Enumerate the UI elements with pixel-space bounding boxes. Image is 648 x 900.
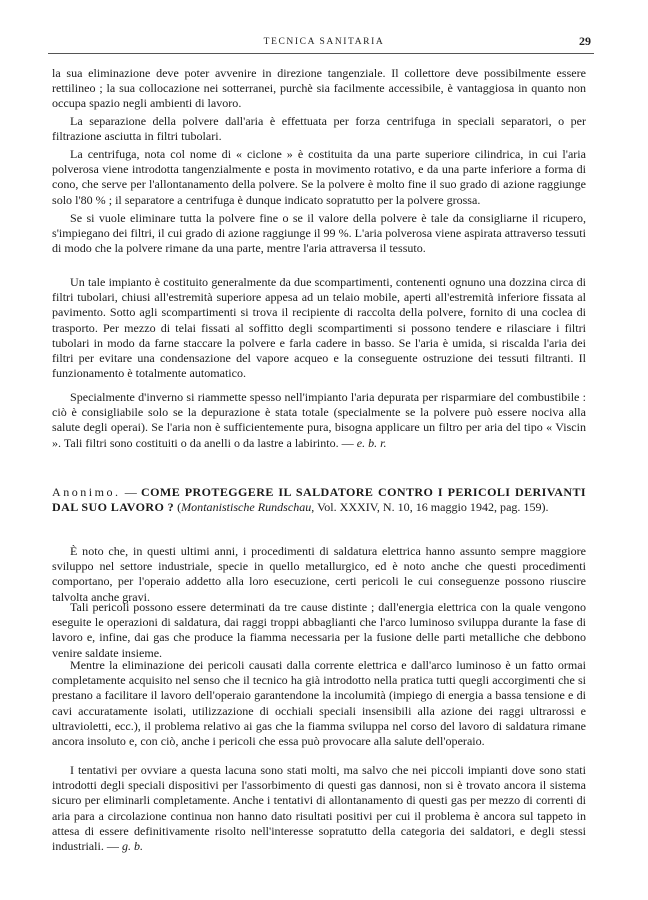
page-number: 29 <box>579 34 591 48</box>
paragraph-cyclone <box>52 147 586 208</box>
paragraph-welding-intro <box>52 544 586 605</box>
paragraph-welding-hazards <box>52 658 586 749</box>
paragraph-text: La centrifuga, nota col nome di « ciclone » è costituita da una parte superiore cilindrica, in cui l'aria polverosa viene introdotta tangenzialmente e posta in movimento rotativo, e da una parte inferiore a forma di cono, che serve per l'allontanamento della polvere. Se la polvere è molto fine il suo grado di azione raggiunge solo l'80 % ; il separatore a centrifuga è dunque indicato sopratutto per la polvere grossa. <box>52 147 586 207</box>
paragraph-welding-causes <box>52 600 586 661</box>
paragraph-installation <box>52 275 586 381</box>
article-heading <box>52 485 586 515</box>
article-author: Anonimo. <box>52 485 121 499</box>
paragraph-welding-attempts <box>52 763 586 854</box>
author-signature: e. b. r. <box>356 435 387 450</box>
source-open: ( <box>174 500 182 515</box>
paragraph-filters <box>52 211 586 257</box>
paragraph-text: I tentativi per ovviare a questa lacuna sono stati molti, ma salvo che nei piccoli impianti dove sono stati introdotti degli speciali dispositivi per l'assorbimento di questi gas dannosi, non si è trovato ancora il sistema sicuro per eliminarli completamente. Anche i tentativi di allontanamento di questi gas per mezzo di correnti di aria para a circolazione continua non hanno dato risultati positivi per cui il problema è ancora sul tappeto in attesa di essere definitivamente risolto nell'interesse sopratutto della categoria dei saldatori, e degli stessi industriali. — <box>52 763 586 854</box>
paragraph-text: Tali pericoli possono essere determinati da tre cause distinte ; dall'energia elettrica con la quale vengono eseguite le operazioni di saldatura, dai raggi troppi abbaglianti che l'arco luminoso sviluppa durante la fase di lavoro e, infine, dai gas che produce la fiamma necessaria per la fusione delle parti metalliche che debbono venire saldate insieme. <box>52 600 586 660</box>
paragraph-text: Un tale impianto è costituito generalmente da due scompartimenti, contenenti ognuno una dozzina circa di filtri tubolari, chiusi all'estremità superiore appesa ad un telaio mobile, aperti all'estremità inferiore fissata al pavimento. Sotto agli scompartimenti si trova il recipiente di raccolta della polvere, fornito di una coclea di trasporto. Per mezzo di telai fissati al soffitto degli scompartimenti si possono tendere e rilasciare i filtri tubolari in modo da farne staccare la polvere e farla cadere in basso. Se l'aria è umida, si riscalda l'aria dei filtri per evitare una condensazione del vapore acqueo e la conseguente ostruzione dei tessuti filtranti. Il funzionamento è totalmente automatico. <box>52 275 586 381</box>
paragraph-separation <box>52 114 586 144</box>
paragraph-text: La separazione della polvere dall'aria è effettuata per forza centrifuga in speciali separatori, o per filtrazione asciutta in filtri tubolari. <box>52 114 586 144</box>
paragraph-text: È noto che, in questi ultimi anni, i procedimenti di saldatura elettrica hanno assunto sempre maggiore sviluppo nel settore industriale, specie in quello metallurgico, ed è noto anche che questi procedimenti comportano, per l'operaio addetto alla loro esecuzione, certi pericoli le cui conseguenze possono riuscire talvolta anche gravi. <box>52 544 586 604</box>
paragraph-text: la sua eliminazione deve poter avvenire in direzione tangenziale. Il collettore deve possibilmente essere rettilineo ; la sua collocazione nei sotterranei, purchè sia facilmente accessibile, è vantaggiosa in quanto non occupa spazio negli ambienti di lavoro. <box>52 66 586 111</box>
paragraph-collector <box>52 66 586 112</box>
author-signature: g. b. <box>121 839 144 854</box>
article-source: Montanistische Rundschau <box>181 500 312 515</box>
paragraph-text: Specialmente d'inverno si riammette spesso nell'impianto l'aria depurata per risparmiare del combustibile : ciò è consigliabile solo se la depurazione è stata totale (specialmente se la polvere può essere nociva alla salute degli operai). Se l'aria non è sufficientemente pura, bisogna applicare un filtro per aria del tipo « Viscin ». Tali filtri sono costituiti o da anelli o da lastre a labirinto. — <box>52 390 586 450</box>
heading-dash: — <box>120 485 142 499</box>
header-divider <box>48 53 594 54</box>
source-details: , Vol. XXXIV, N. 10, 16 maggio 1942, pag. 159). <box>311 500 549 515</box>
paragraph-text: Mentre la eliminazione dei pericoli causati dalla corrente elettrica e dall'arco luminoso è un fatto ormai completamente acquisito nel senso che il tecnico ha già introdotto nella pratica tutti quegli accorgimenti che si prestano a facilitare il lavoro dell'operaio garantendone la incolumità (impiego di energia a bassa tensione e di cavi accuratamente isolati, utilizzazione di occhiali speciali insensibili alla azione dei raggi ultrarossi e ultravioletti, ecc.), il problema relativo ai gas che la fiamma sviluppa nel corso del lavoro di saldatura rimane ancora insoluto e, con ciò, anche i pericoli che essa può provocare alla salute dell'operaio. <box>52 658 586 749</box>
paragraph-text: Se si vuole eliminare tutta la polvere fine o se il valore della polvere è tale da consigliarne il ricupero, s'impiegano dei filtri, il cui grado di azione raggiunge il 99 %. L'aria polverosa viene aspirata attraverso tessuti di modo che la polvere rimane da una parte, mentre l'aria attraversa il tessuto. <box>52 211 586 256</box>
running-title: TECNICA SANITARIA <box>263 37 385 47</box>
article-title: COME PROTEGGERE IL SALDATORE CONTRO I PERICOLI DERIVANTI DAL SUO LAVORO ? <box>52 485 586 515</box>
paragraph-winter <box>52 390 586 451</box>
